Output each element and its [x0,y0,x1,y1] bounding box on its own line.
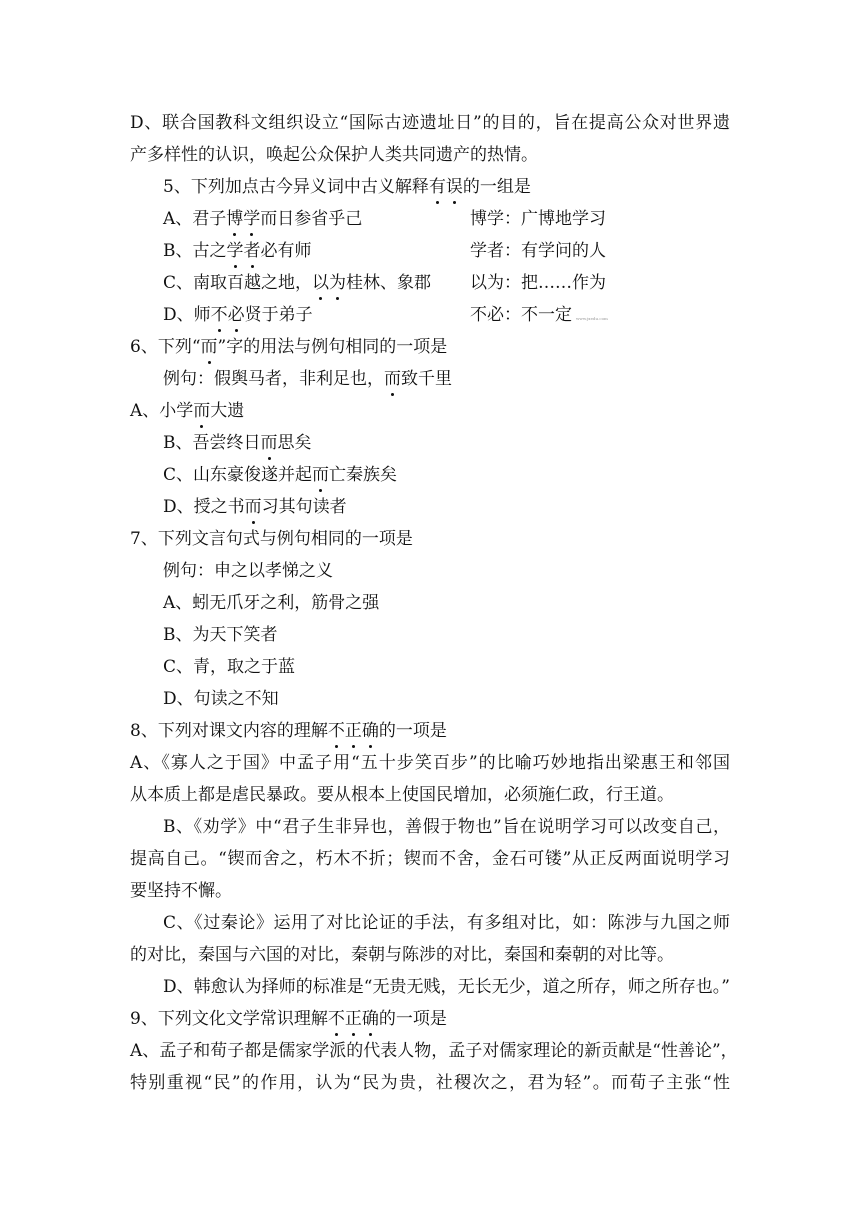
question-7-option-a: A、蚓无爪牙之利，筋骨之强 [163,593,380,613]
question-5-definition-d: 不必：不一定 www.jxedu.com [470,305,608,325]
question-8-option-b-cont: 要坚持不懈。 [130,881,232,901]
watermark-text: www.jxedu.com [576,316,608,321]
paragraph-line: D、联合国教科文组织设立“国际古迹遗址日”的目的，旨在提高公众对世界遗 [130,113,730,133]
question-8-title: 8、下列对课文内容的理解不正确的一项是 [130,716,447,746]
question-8-option-c-cont: 的对比，秦国与六国的对比，秦朝与陈涉的对比，秦国和秦朝的对比等。 [130,945,674,965]
question-9-title: 9、下列文化文学常识理解不正确的一项是 [130,1004,447,1034]
question-9-option-a-cont: 特别重视“民”的作用，认为“民为贵，社稷次之，君为轻”。而荀子主张“性 [130,1073,730,1093]
question-5-option-d: D、师不必贤于弟子 [163,300,313,330]
question-7-option-b: B、为天下笑者 [163,625,278,645]
question-6-option-d: D、授之书而习其句读者 [163,492,347,522]
question-5-option-c: C、南取百越之地，以为桂林、象郡 [163,268,431,298]
question-6-example: 例句：假舆马者，非利足也，而致千里 [163,364,452,394]
question-8-option-b: B、《劝学》中“君子生非异也，善假于物也”旨在说明学习可以改变自己， [163,817,730,837]
question-8-option-d: D、韩愈认为择师的标准是“无贵无贱，无长无少，道之所存，师之所存也。” [163,977,730,997]
question-6-title: 6、下列“而”字的用法与例句相同的一项是 [130,332,447,362]
question-8-option-b-cont: 提高自己。“锲而舍之，朽木不折；锲而不舍，金石可镂”从正反两面说明学习 [130,849,730,869]
question-7-option-d: D、句读之不知 [163,689,279,709]
question-5-definition-b: 学者：有学问的人 [470,241,606,261]
question-7-option-c: C、青，取之于蓝 [163,657,296,677]
paragraph-line: 产多样性的认识，唤起公众保护人类共同遗产的热情。 [130,145,538,165]
question-8-option-c: C、《过秦论》运用了对比论证的手法，有多组对比，如：陈涉与九国之师 [163,913,730,933]
question-6-option-c: C、山东豪俊遂并起而亡秦族矣 [163,460,397,490]
question-6-option-a: A、小学而大遗 [130,396,244,426]
question-5-definition-c: 以为：把……作为 [470,273,606,293]
question-7-title: 7、下列文言句式与例句相同的一项是 [130,529,413,549]
question-8-option-a-cont: 从本质上都是虐民暴政。要从根本上使国民增加，必须施仁政，行王道。 [130,785,674,805]
question-6-option-b: B、吾尝终日而思矣 [163,428,312,458]
question-5-option-a: A、君子博学而日参省乎己 [163,204,362,234]
question-8-option-a: A、《寡人之于国》中孟子用“五十步笑百步”的比喻巧妙地指出梁惠王和邻国 [130,753,730,773]
question-9-option-a: A、孟子和荀子都是儒家学派的代表人物，孟子对儒家理论的新贡献是“性善论”， [130,1041,738,1061]
question-5-definition-a: 博学：广博地学习 [470,209,606,229]
question-5-title: 5、下列加点古今异义词中古义解释有误的一组是 [163,172,531,202]
question-7-example: 例句：申之以孝悌之义 [163,561,333,581]
question-5-option-b: B、古之学者必有师 [163,236,312,266]
